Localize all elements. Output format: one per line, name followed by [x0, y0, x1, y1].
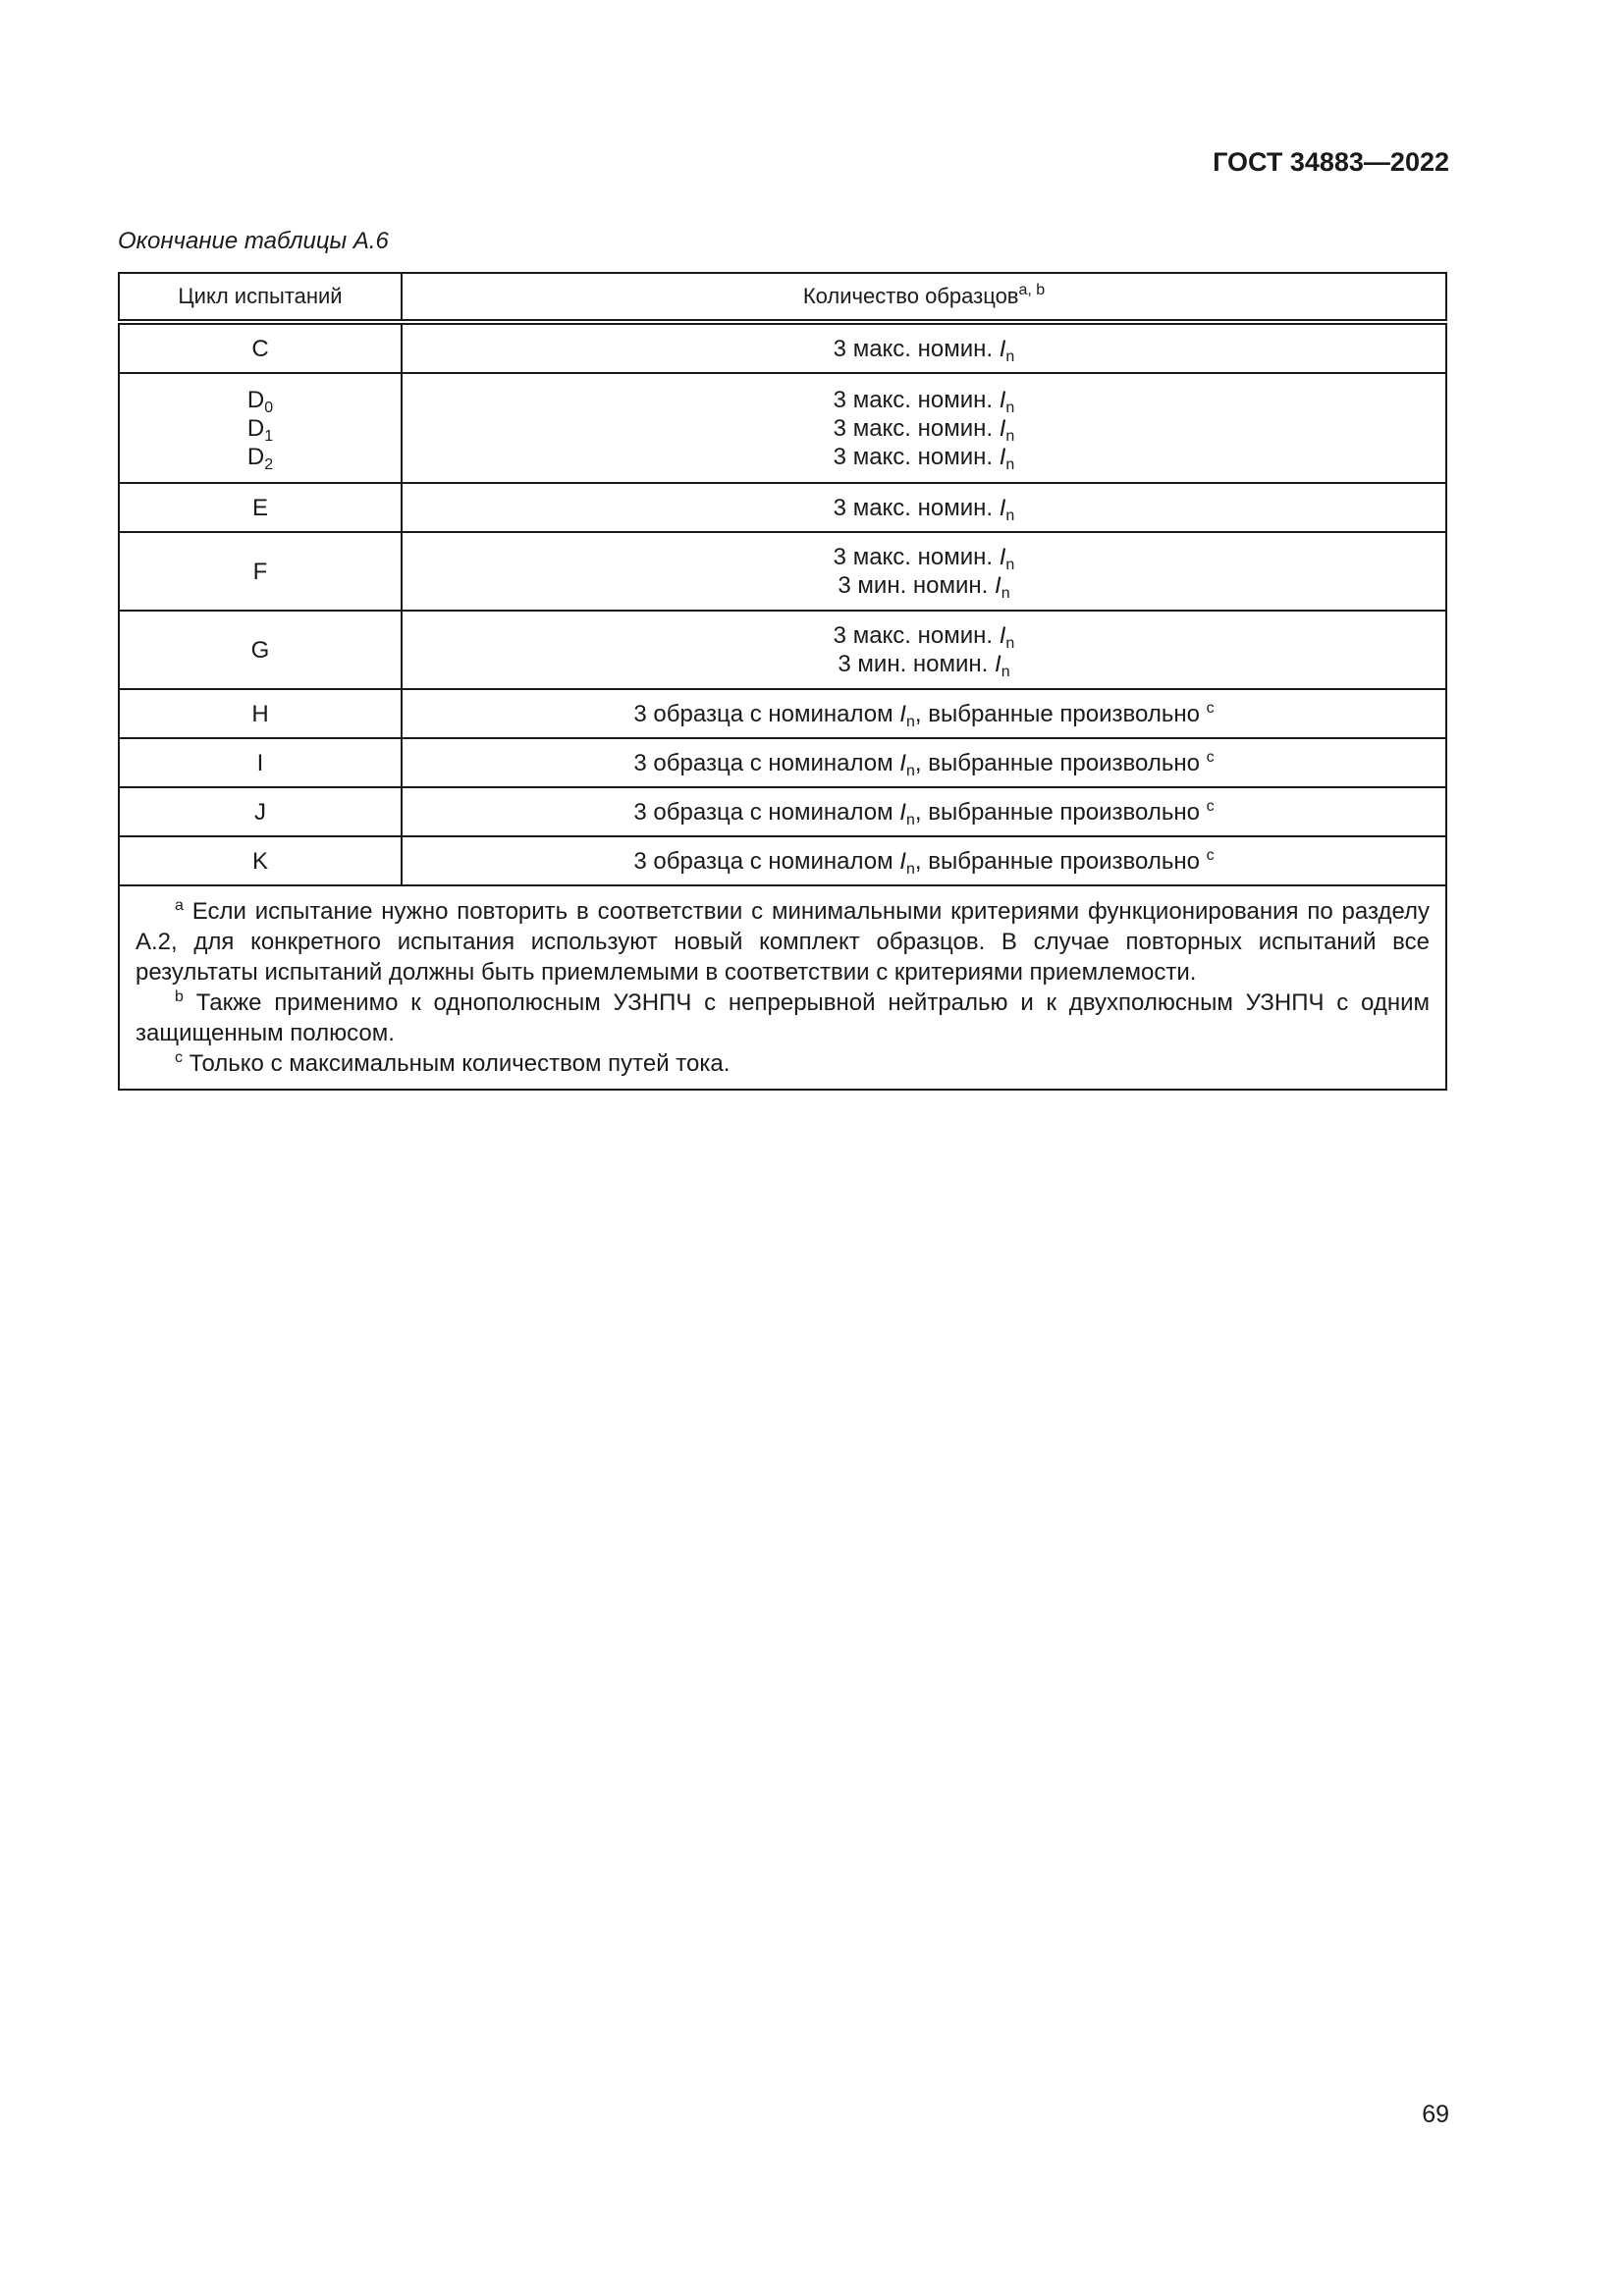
col-header-cycle: Цикл испытаний [119, 273, 402, 322]
table-caption: Окончание таблицы А.6 [118, 228, 389, 254]
cell-samples: 3 образца с номиналом $I_n$, выбранные произвольно $^c$ [402, 836, 1446, 885]
cell-samples: 3 макс. номин. $I_n$ 3 макс. номин. $I_n$ 3 макс. номин. $I_n$ [402, 373, 1446, 483]
table-row [119, 611, 1446, 689]
cell-samples: 3 макс. номин. $I_n$ 3 мин. номин. $I_n$ [402, 532, 1446, 611]
table-row [119, 483, 1446, 532]
cell-cycle: I [119, 738, 402, 787]
cell-cycle: J [119, 787, 402, 836]
table-row [119, 787, 1446, 836]
col-header-samples: Количество образцов$^{a, b}$ [402, 273, 1446, 322]
cell-samples: 3 образца с номиналом $I_n$, выбранные произвольно $^c$ [402, 738, 1446, 787]
table-row [119, 689, 1446, 738]
table-notes [119, 885, 1446, 1090]
cell-cycle: G [119, 611, 402, 689]
footnote: $^c$ Только с максимальным количеством путей тока. [175, 1049, 731, 1077]
document-code: ГОСТ 34883—2022 [1213, 147, 1449, 177]
cell-cycle: K [119, 836, 402, 885]
cell-cycle: E [119, 483, 402, 532]
page-number: 69 [1422, 2101, 1449, 2128]
cell-cycle: C [119, 322, 402, 373]
table-row [119, 532, 1446, 611]
cell-samples: 3 макс. номин. $I_n$ [402, 483, 1446, 532]
cell-samples: 3 образца с номиналом $I_n$, выбранные произвольно $^c$ [402, 787, 1446, 836]
table-row [119, 322, 1446, 373]
footnote: $^a$ Если испытание нужно повторить в соответствии с минимальными критериями функционирования по разделу А.2, для конкретного испытания используют новый комплект образцов. В случае повторных испытаний все результаты испытаний должны быть приемлемыми в соответствии с критериями приемлемости. [135, 897, 1430, 986]
cell-samples: 3 макс. номин. $I_n$ [402, 322, 1446, 373]
table-row [119, 373, 1446, 483]
cell-cycle: F [119, 532, 402, 611]
test-cycle-table [118, 272, 1447, 1091]
cell-cycle: $D_0$ $D_1$ $D_2$ [119, 373, 402, 483]
cell-samples: 3 образца с номиналом $I_n$, выбранные произвольно $^c$ [402, 689, 1446, 738]
table-row [119, 836, 1446, 885]
cell-cycle: H [119, 689, 402, 738]
footnote: $^b$ Также применимо к однополюсным УЗНПЧ с непрерывной нейтралью и к двухполюсным УЗНПЧ с одним защищенным полюсом. [135, 988, 1430, 1046]
cell-samples: 3 макс. номин. $I_n$ 3 мин. номин. $I_n$ [402, 611, 1446, 689]
table-row [119, 738, 1446, 787]
